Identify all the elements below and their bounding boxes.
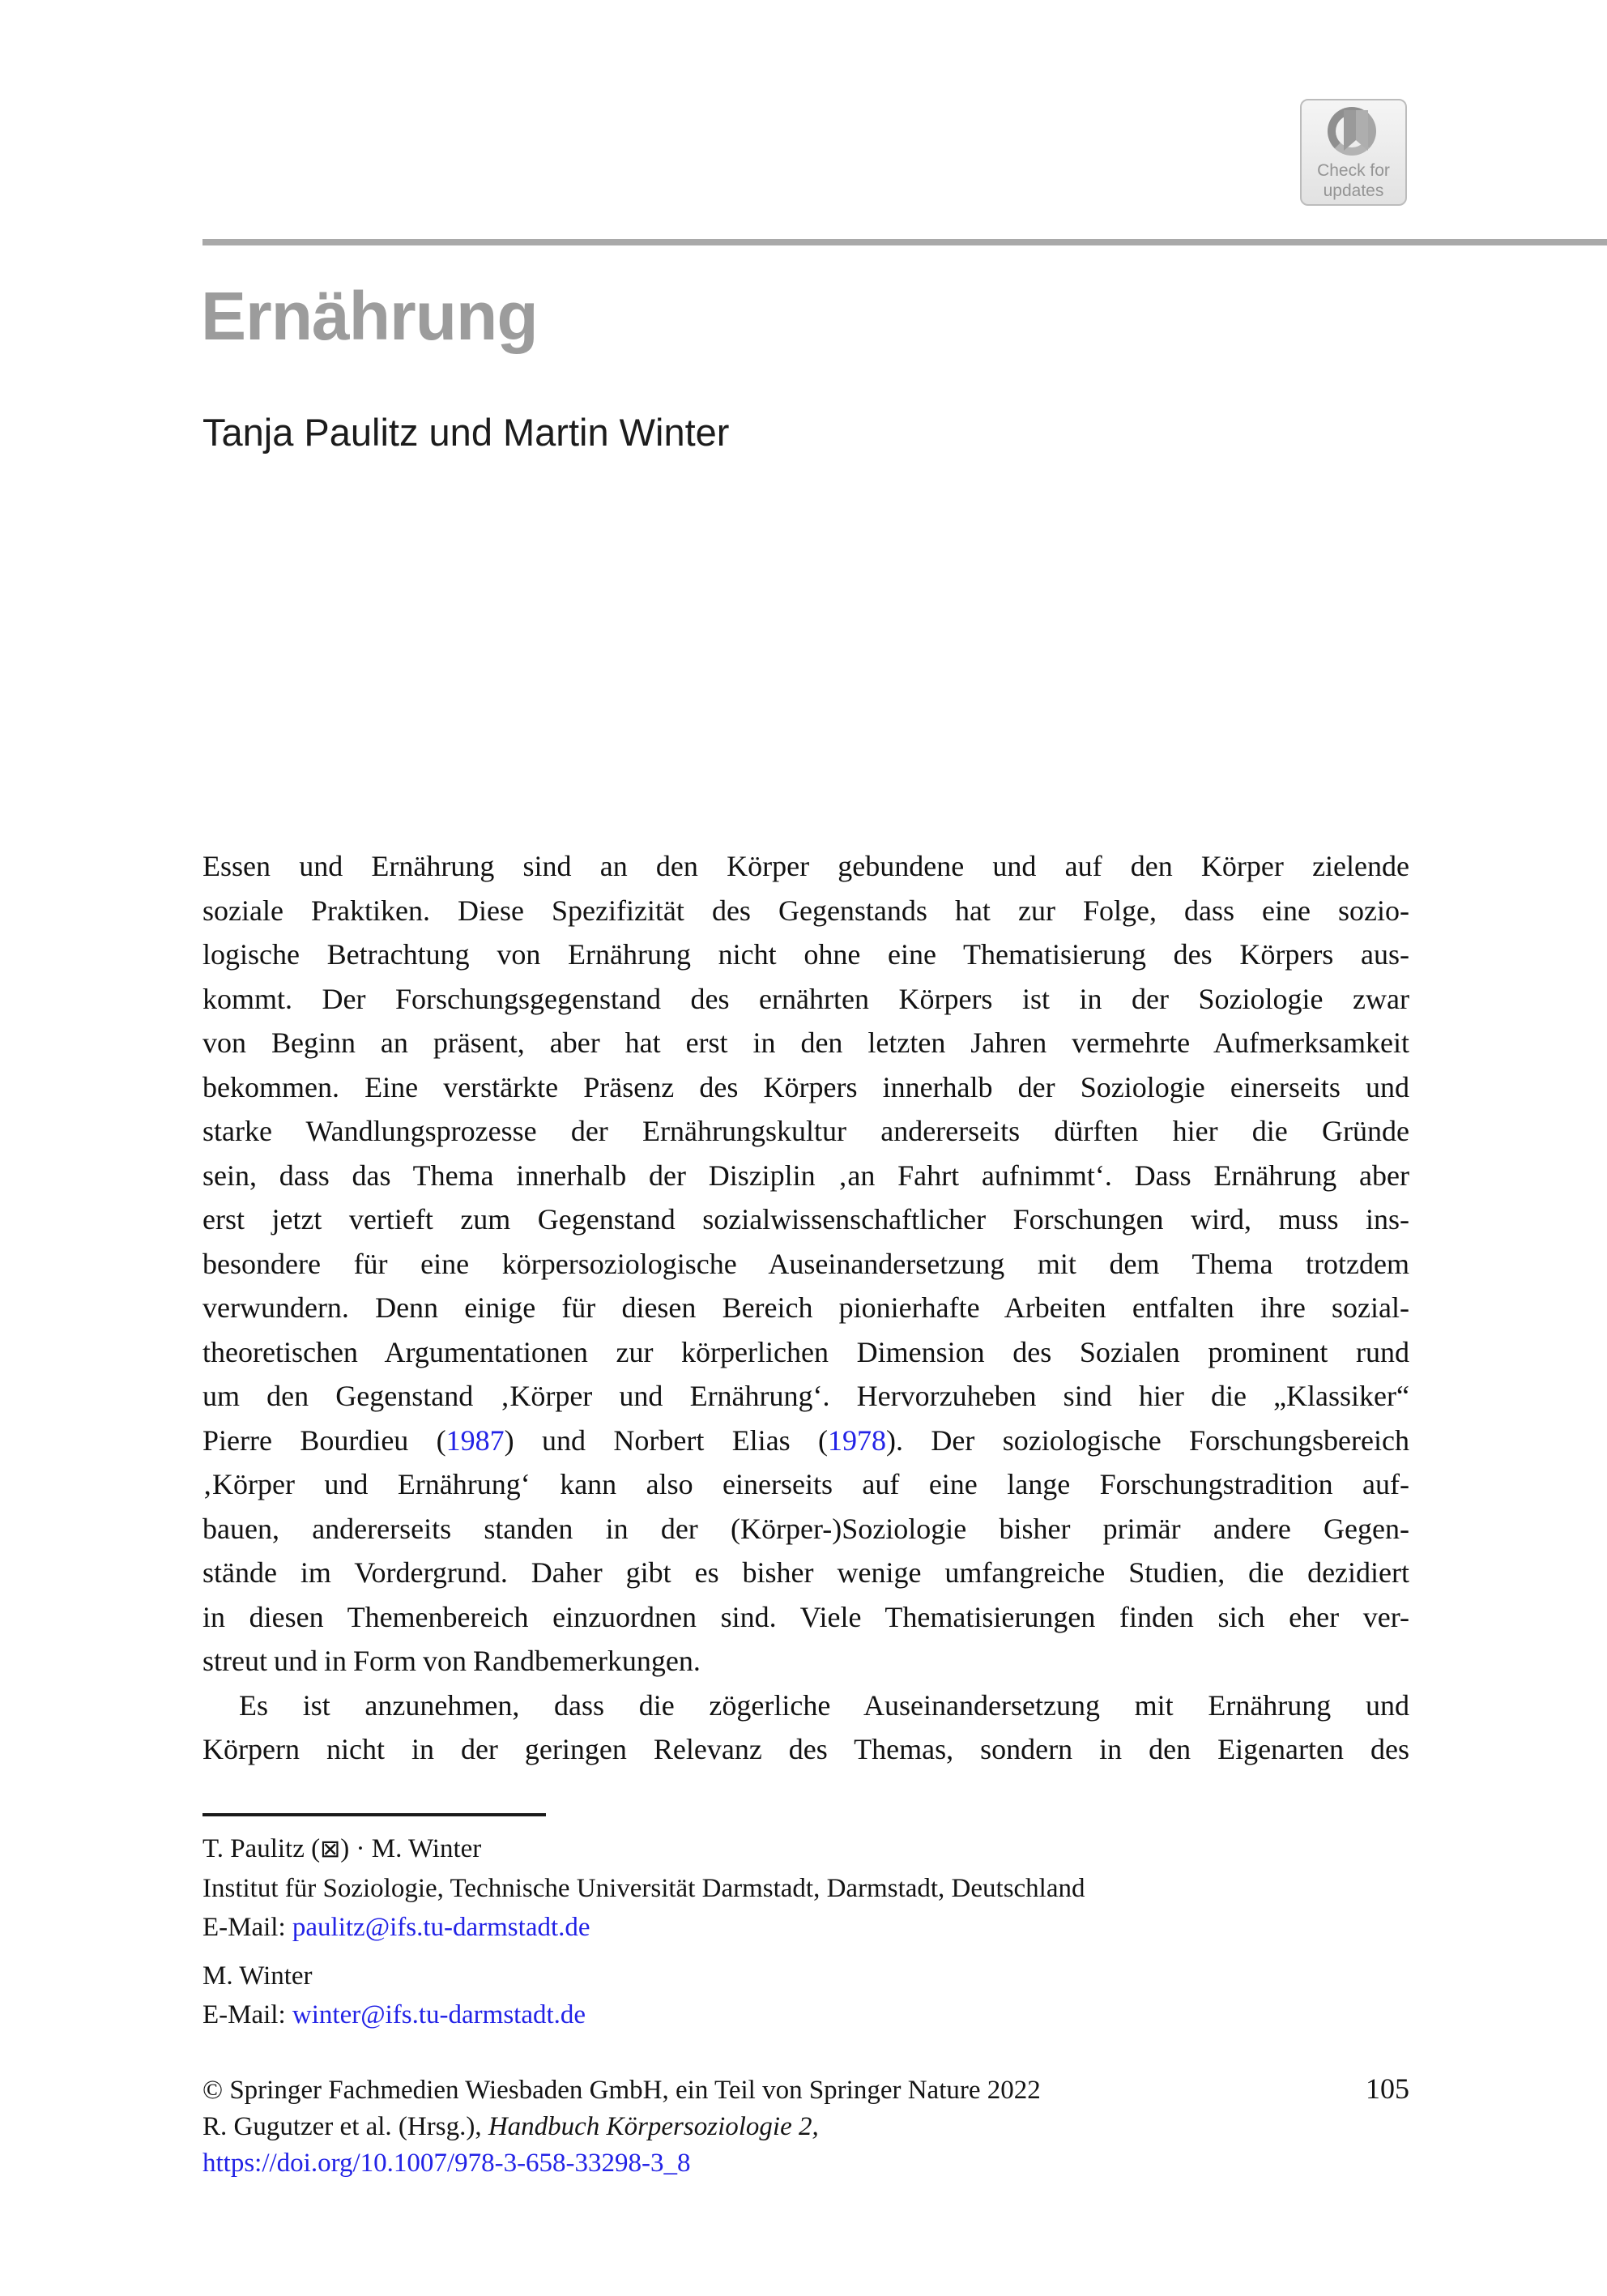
- email-line-1: [202, 1908, 1409, 1947]
- citation-link-elias-1978[interactable]: 1978: [828, 1423, 887, 1457]
- body-line: [202, 1286, 1409, 1330]
- text-run: theoretischen Argumentationen zur körperlichen Dimension des Sozialen prominent rund: [202, 1335, 1409, 1368]
- body-line: [202, 1154, 1409, 1198]
- body-text: [202, 844, 1409, 1772]
- text-run: soziale Praktiken. Diese Spezifizität des Gegenstands hat zur Folge, dass eine sozio-: [202, 894, 1409, 927]
- body-line: [202, 1595, 1409, 1640]
- text-run: erst jetzt vertieft zum Gegenstand sozialwissenschaftlicher Forschungen wird, muss ins-: [202, 1203, 1409, 1235]
- email-label: E-Mail:: [202, 1913, 292, 1942]
- text-run: kommt. Der Forschungsgegenstand des ernährten Körpers ist in der Soziologie zwar: [202, 982, 1409, 1015]
- email-link-winter[interactable]: winter@ifs.tu-darmstadt.de: [292, 2000, 586, 2029]
- body-line: [202, 1507, 1409, 1551]
- text-run: in diesen Themenbereich einzuordnen sind. Viele Thematisierungen finden sich eher ver-: [202, 1600, 1409, 1633]
- author-contact-line: [202, 1829, 1409, 1869]
- author2-line: M. Winter: [202, 1961, 313, 1991]
- book-title: Handbuch Körpersoziologie 2,: [488, 2112, 819, 2141]
- check-updates-badge[interactable]: [1300, 99, 1407, 206]
- body-line: [202, 1419, 1409, 1463]
- badge-label: [1302, 160, 1405, 201]
- envelope-icon: ⊠: [320, 1836, 341, 1863]
- text-run: Körpern nicht in der geringen Relevanz des Themas, sondern in den Eigenarten des: [202, 1733, 1409, 1765]
- text-run: um den Gegenstand ‚Körper und Ernährung‘. Hervorzuheben sind hier die „Klassiker“: [202, 1380, 1409, 1412]
- badge-label-line2: updates: [1323, 181, 1384, 200]
- text-run: streut und in Form von Randbemerkungen.: [202, 1645, 701, 1677]
- body-line: [202, 844, 1409, 889]
- text-run: sein, dass das Thema innerhalb der Disziplin ‚an Fahrt aufnimmt‘. Dass Ernährung aber: [202, 1159, 1409, 1192]
- text-run: besondere für eine körpersoziologische Auseinandersetzung mit dem Thema trotzdem: [202, 1247, 1409, 1280]
- doi-link[interactable]: https://doi.org/10.1007/978-3-658-33298-3_8: [202, 2149, 691, 2178]
- body-line: [202, 889, 1409, 933]
- footnote-group-1: [202, 1829, 1409, 1947]
- text-run: logische Betrachtung von Ernährung nicht ohne eine Thematisierung des Körpers aus-: [202, 938, 1409, 971]
- text-run: ‚Körper und Ernährung‘ kann also einerseits auf eine lange Forschungstradition auf-: [202, 1468, 1409, 1500]
- text-run: Es ist anzunehmen, dass die zögerliche Auseinandersetzung mit Ernährung und: [239, 1688, 1409, 1722]
- footnote: [202, 1829, 1409, 2034]
- body-line: [202, 1065, 1409, 1110]
- editors-text: R. Gugutzer et al. (Hrsg.),: [202, 2112, 488, 2141]
- text-run: starke Wandlungsprozesse der Ernährungskultur andererseits dürften hier die Gründe: [202, 1115, 1409, 1147]
- footnote-rule: [202, 1813, 546, 1816]
- text-run: von Beginn an präsent, aber hat erst in den letzten Jahren vermehrte Aufmerksamkeit: [202, 1026, 1409, 1059]
- text-run: bauen, andererseits standen in der (Körper-)Soziologie bisher primär andere Gegen-: [202, 1512, 1409, 1545]
- text-run: Essen und Ernährung sind an den Körper gebundene und auf den Körper zielende: [202, 850, 1409, 882]
- text-run: Pierre Bourdieu (: [202, 1423, 446, 1457]
- body-line: [202, 1374, 1409, 1419]
- body-line: [202, 1462, 1409, 1507]
- body-line: [202, 1109, 1409, 1154]
- text-run: stände im Vordergrund. Daher gibt es bisher wenige umfangreiche Studien, die dezidiert: [202, 1556, 1409, 1589]
- body-line: [202, 1551, 1409, 1595]
- book-reference-line: [202, 2109, 1409, 2145]
- body-line: [202, 1242, 1409, 1287]
- authors: Tanja Paulitz und Martin Winter: [202, 411, 730, 454]
- citation-link-bourdieu-1987[interactable]: 1987: [445, 1423, 505, 1457]
- copyright-line: [202, 2072, 1409, 2109]
- body-line: [202, 1021, 1409, 1065]
- text-run: ). Der soziologische Forschungsbereich: [886, 1423, 1409, 1457]
- body-line: [202, 1197, 1409, 1242]
- contact-prefix: T. Paulitz (: [202, 1834, 321, 1863]
- header-rule: [202, 239, 1607, 245]
- email-line-2: [202, 1995, 1409, 2034]
- copyright-text: © Springer Fachmedien Wiesbaden GmbH, ein Teil von Springer Nature 2022: [202, 2076, 1041, 2105]
- body-line: [202, 1330, 1409, 1375]
- text-run: bekommen. Eine verstärkte Präsenz des Körpers innerhalb der Soziologie einerseits und: [202, 1070, 1409, 1103]
- email-link-paulitz[interactable]: paulitz@ifs.tu-darmstadt.de: [292, 1913, 590, 1942]
- doi-line: [202, 2145, 1409, 2182]
- page-title: Ernährung: [201, 278, 538, 354]
- text-run: verwundern. Denn einige für diesen Bereich pionierhafte Arbeiten entfalten ihre sozial-: [202, 1291, 1409, 1324]
- body-line: [202, 977, 1409, 1022]
- text-run: ) und Norbert Elias (: [504, 1423, 829, 1457]
- body-line: [202, 932, 1409, 977]
- footer: [202, 2072, 1409, 2182]
- body-line: [202, 1727, 1409, 1772]
- page-number: 105: [1366, 2072, 1409, 2105]
- footnote-group-2: [202, 1957, 1409, 2034]
- email-label: E-Mail:: [202, 2000, 292, 2029]
- body-line: [202, 1639, 1409, 1684]
- affiliation-line: Institut für Soziologie, Technische Universität Darmstadt, Darmstadt, Deutschland: [202, 1874, 1085, 1903]
- contact-suffix: ) · M. Winter: [340, 1834, 482, 1863]
- badge-label-line1: Check for: [1317, 161, 1390, 180]
- body-line: [202, 1684, 1409, 1728]
